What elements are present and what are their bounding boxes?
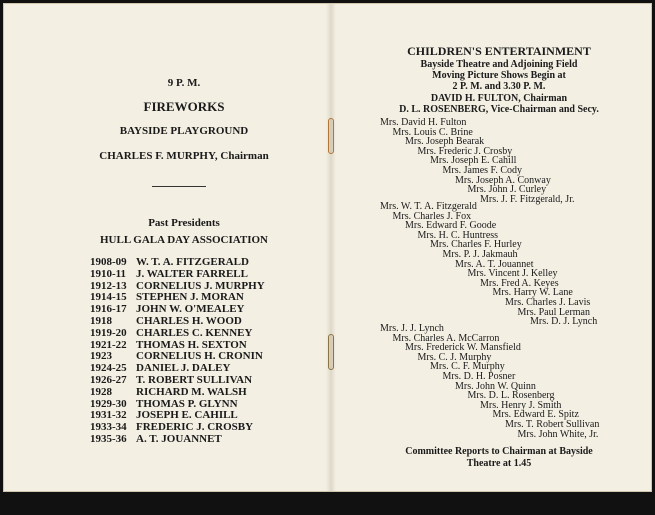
committee-member: Mrs. Joseph A. Conway xyxy=(455,174,551,186)
committee-member: Mrs. John W. Quinn xyxy=(455,380,536,392)
committee-member: Mrs. D. H. Posner xyxy=(442,371,516,382)
past-president-row xyxy=(90,421,253,433)
past-president-name: T. ROBERT SULLIVAN xyxy=(136,374,253,386)
past-president-name: CHARLES H. WOOD xyxy=(136,315,242,327)
committee-vice-chairman: D. L. ROSENBERG, Vice-Chairman and Secy. xyxy=(399,104,599,115)
past-president-years: 1910-11 xyxy=(90,267,127,280)
committee-member: Mrs. Charles F. Hurley xyxy=(430,239,522,251)
past-president-row xyxy=(90,315,242,327)
past-president-name: W. T. A. FITZGERALD xyxy=(136,256,249,268)
committee-member: Mrs. Edward F. Goode xyxy=(405,220,497,232)
past-president-years: 1929-30 xyxy=(90,397,127,410)
committee-member: Mrs. A. T. Jouannet xyxy=(455,258,534,270)
staple-top xyxy=(328,118,334,154)
past-presidents-heading: Past Presidents xyxy=(148,217,220,229)
past-president-row xyxy=(90,268,248,280)
past-president-years: 1914-15 xyxy=(90,291,127,304)
past-president-name: RICHARD M. WALSH xyxy=(136,385,247,398)
committee-member: Mrs. James F. Cody xyxy=(442,165,522,176)
committee-member: Mrs. Frederic J. Crosby xyxy=(417,145,513,157)
past-president-name: THOMAS H. SEXTON xyxy=(136,338,247,351)
committee-member: Mrs. H. C. Huntress xyxy=(417,229,499,241)
past-president-name: CORNELIUS H. CRONIN xyxy=(136,350,263,363)
past-president-row xyxy=(90,256,249,268)
past-president-years: 1923 xyxy=(90,350,112,363)
staple-bottom xyxy=(328,334,334,370)
past-president-years: 1924-25 xyxy=(90,362,127,375)
program-sheet xyxy=(3,3,652,492)
committee-member: Mrs. Edward E. Spitz xyxy=(492,409,579,421)
past-president-years: 1908-09 xyxy=(90,256,127,268)
committee-chairman: DAVID H. FULTON, Chairman xyxy=(430,93,568,104)
committee-member: Mrs. Charles J. Fox xyxy=(392,210,472,222)
past-president-name: STEPHEN J. MORAN xyxy=(136,291,244,304)
past-president-years: 1931-32 xyxy=(90,409,127,422)
venue: Bayside Theatre and Adjoining Field xyxy=(420,59,578,70)
footer-line-2: Theatre at 1.45 xyxy=(466,458,532,469)
past-president-name: A. T. JOUANNET xyxy=(136,433,222,445)
committee-member: Mrs. Louis C. Brine xyxy=(392,126,473,138)
past-president-name: J. WALTER FARRELL xyxy=(136,267,248,280)
past-president-row xyxy=(90,303,245,315)
past-president-row xyxy=(90,433,222,445)
committee-member: Mrs. W. T. A. Fitzgerald xyxy=(380,201,477,212)
committee-member: Mrs. Vincent J. Kelley xyxy=(467,268,558,280)
past-president-row xyxy=(90,386,247,398)
committee-member: Mrs. J. J. Lynch xyxy=(380,323,444,334)
past-president-years: 1935-36 xyxy=(90,433,127,445)
past-president-row xyxy=(90,409,238,421)
committee-member: Mrs. Harry W. Lane xyxy=(492,287,573,299)
committee-member: Mrs. Frederick W. Mansfield xyxy=(405,342,521,354)
past-president-name: JOHN W. O'MEALEY xyxy=(136,303,245,316)
committee-member: Mrs. David H. Fulton xyxy=(380,117,467,128)
past-president-row xyxy=(90,327,252,339)
past-president-years: 1928 xyxy=(90,385,112,398)
center-fold xyxy=(326,4,336,491)
committee-member: Mrs. C. F. Murphy xyxy=(430,361,505,373)
committee-member: Mrs. P. J. Jakmauh xyxy=(442,249,518,260)
past-president-row xyxy=(90,374,252,386)
committee-member: Mrs. Henry J. Smith xyxy=(480,399,562,411)
committee-member: Mrs. D. J. Lynch xyxy=(530,316,598,328)
committee-member: Mrs. Paul Lerman xyxy=(517,306,590,318)
past-president-years: 1916-17 xyxy=(90,303,127,316)
committee-member: Mrs. Charles J. Lavis xyxy=(505,297,591,308)
committee-member: Mrs. Joseph E. Cahill xyxy=(430,155,517,167)
shows-line-2: 2 P. M. and 3.30 P. M. xyxy=(452,81,546,92)
past-president-name: CORNELIUS J. MURPHY xyxy=(136,279,265,292)
footer-line-1: Committee Reports to Chairman at Bayside xyxy=(405,446,593,457)
association-name: HULL GALA DAY ASSOCIATION xyxy=(99,234,268,246)
event-time: 9 P. M. xyxy=(167,77,201,89)
event-title: FIREWORKS xyxy=(143,99,225,114)
past-president-name: DANIEL J. DALEY xyxy=(136,362,231,375)
past-president-row xyxy=(90,362,230,374)
committee-member: Mrs. C. J. Murphy xyxy=(417,351,492,363)
past-president-years: 1926-27 xyxy=(90,374,127,386)
section-title: CHILDREN'S ENTERTAINMENT xyxy=(407,44,591,58)
past-president-name: JOSEPH E. CAHILL xyxy=(136,409,238,422)
event-chairman: CHARLES F. MURPHY, Chairman xyxy=(99,150,269,162)
past-president-years: 1921-22 xyxy=(90,338,127,351)
past-president-years: 1912-13 xyxy=(90,279,127,292)
shows-line-1: Moving Picture Shows Begin at xyxy=(432,70,566,81)
past-president-name: CHARLES C. KENNEY xyxy=(136,326,253,339)
committee-member: Mrs. John J. Curley xyxy=(467,184,547,196)
past-president-years: 1933-34 xyxy=(90,421,127,434)
past-president-name: THOMAS P. GLYNN xyxy=(136,397,238,410)
past-president-row xyxy=(90,291,244,303)
past-president-row xyxy=(90,339,247,351)
committee-member: Mrs. John White, Jr. xyxy=(517,428,599,440)
past-president-row xyxy=(90,398,238,410)
past-president-years: 1919-20 xyxy=(90,326,127,339)
past-president-name: FREDERIC J. CROSBY xyxy=(136,421,254,434)
past-president-years: 1918 xyxy=(90,315,112,327)
divider-rule xyxy=(152,186,206,187)
committee-member: Mrs. T. Robert Sullivan xyxy=(505,419,600,430)
event-location: BAYSIDE PLAYGROUND xyxy=(119,125,249,137)
committee-member: Mrs. Joseph Bearak xyxy=(405,136,485,148)
committee-member: Mrs. J. F. Fitzgerald, Jr. xyxy=(480,193,575,205)
past-president-row xyxy=(90,350,263,362)
committee-member: Mrs. Charles A. McCarron xyxy=(392,332,500,344)
committee-member: Mrs. Fred A. Keyes xyxy=(480,277,559,289)
past-president-row xyxy=(90,280,265,292)
committee-member: Mrs. D. L. Rosenberg xyxy=(467,390,555,402)
